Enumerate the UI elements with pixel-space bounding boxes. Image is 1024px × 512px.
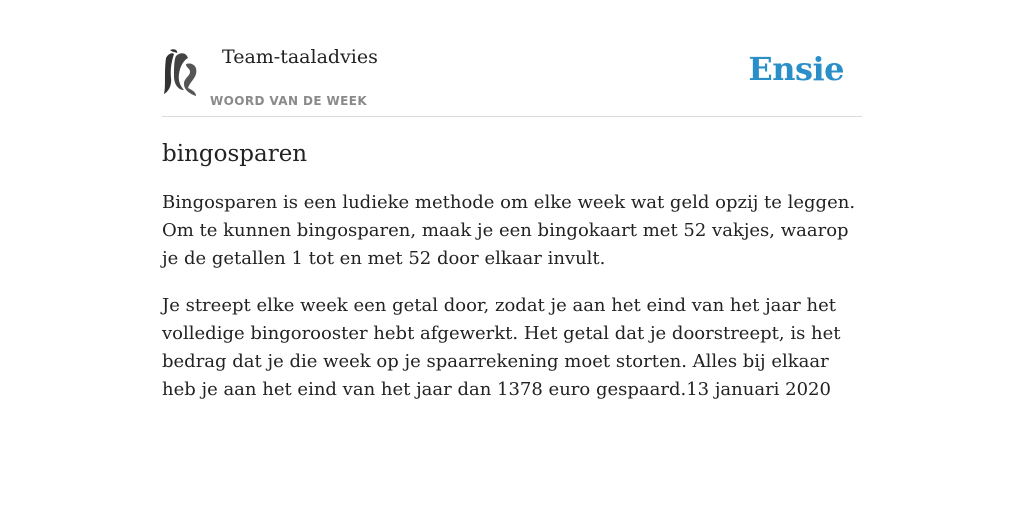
entry-date: 13 januari 2020 <box>686 379 831 400</box>
entry-paragraph-text: Je streept elke week een getal door, zodat je aan het eind van het jaar het volledige bingorooster hebt afgewerkt. Het getal dat je doorstreept, is het bedrag dat je die week op je spaarrekening moet storten. Alles bij elkaar heb je aan het eind van het jaar dan 1378 euro gespaard. <box>162 295 841 400</box>
lion-logo-icon <box>162 48 200 96</box>
section-label: WOORD VAN DE WEEK <box>210 94 368 108</box>
entry-paragraph: Bingosparen is een ludieke methode om elke week wat geld opzij te leggen. Om te kunnen bingosparen, maak je een bingokaart met 52 vakjes, waarop je de getallen 1 tot en met 52 door elkaar invult. <box>162 192 856 269</box>
entry-title: bingosparen <box>162 141 308 167</box>
brand-logo[interactable]: Ensie <box>748 50 844 88</box>
card-header <box>162 44 862 117</box>
entry-paragraph <box>162 292 862 404</box>
word-of-the-week-card <box>162 44 862 404</box>
team-name[interactable]: Team-taaladvies <box>222 46 378 68</box>
